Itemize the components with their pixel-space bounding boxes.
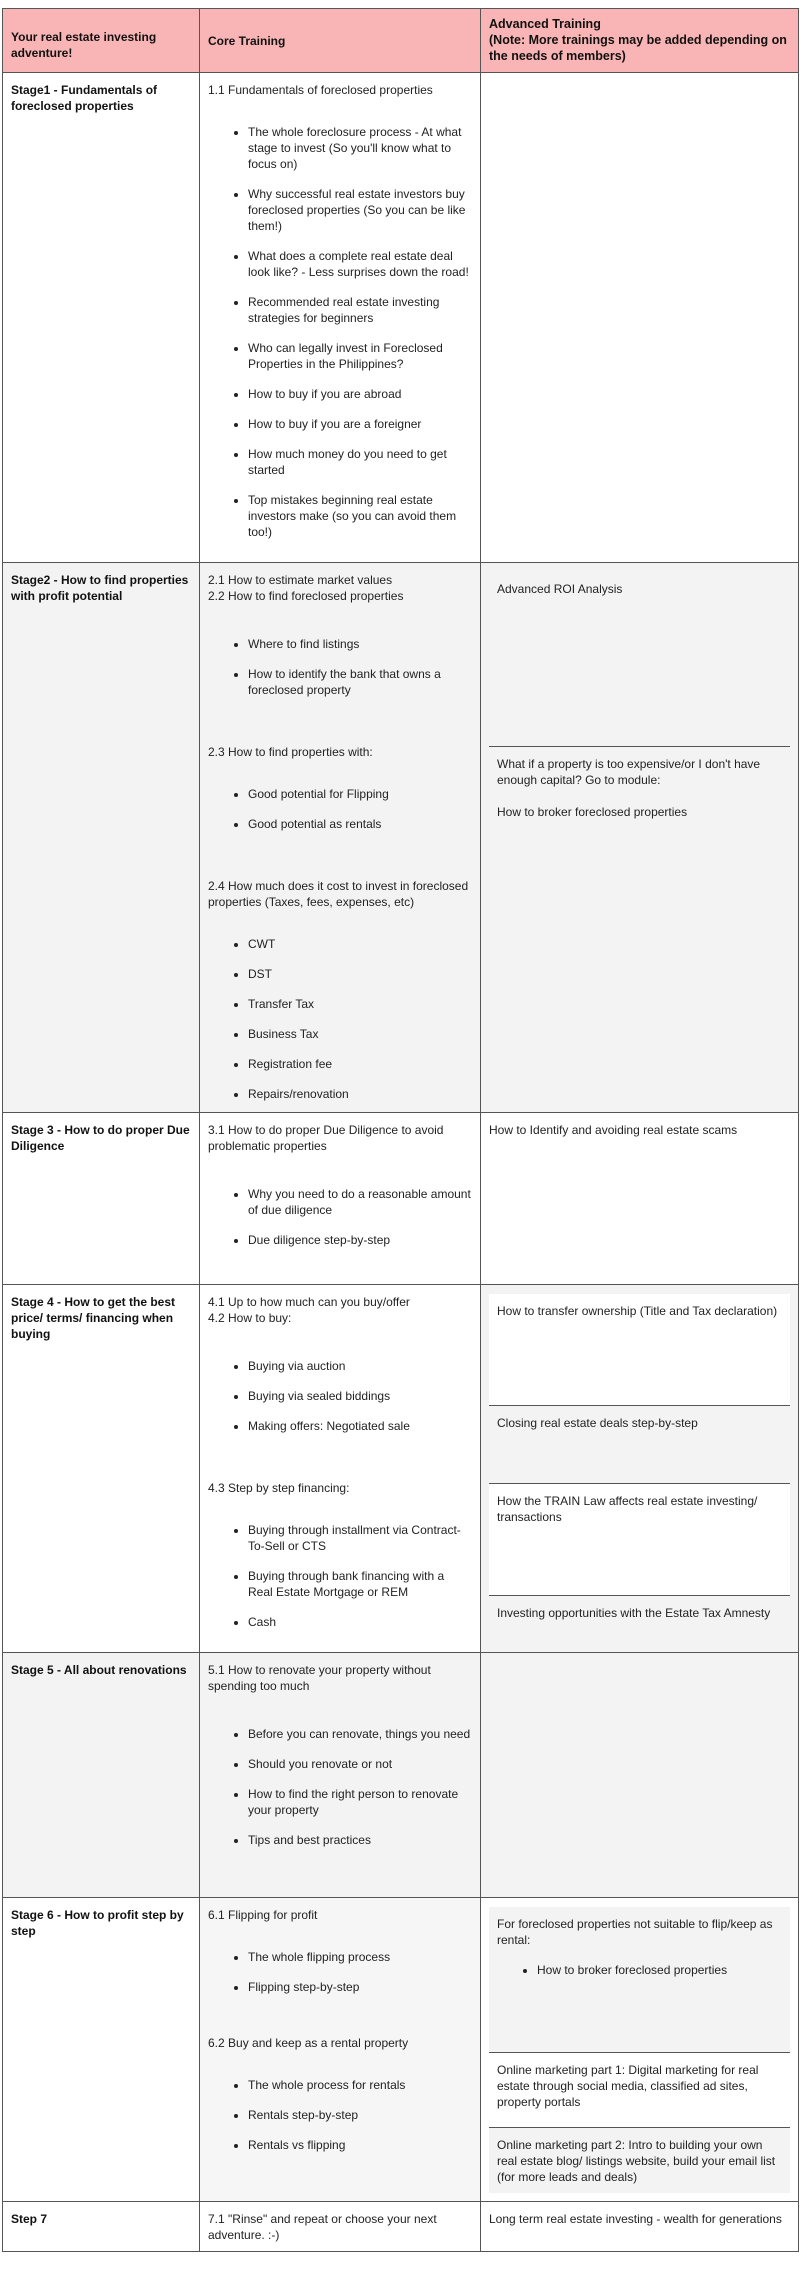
step7-advanced: Long term real estate investing - wealth for generations [481, 2202, 799, 2252]
list-item: • How to buy if you are a foreigner [248, 416, 472, 432]
advanced-item: What if a property is too expensive/or I don't have enough capital? Go to module: [497, 757, 761, 787]
table-row-stage2 [3, 563, 799, 1113]
step7-core: 7.1 "Rinse" and repeat or choose your next adventure. :-) [200, 2202, 481, 2252]
stage6-advanced [481, 1898, 799, 2202]
advanced-item: Investing opportunities with the Estate Tax Amnesty [497, 1606, 771, 1620]
list-item: • Buying via sealed biddings [248, 1388, 472, 1404]
stage1-bullet-list [208, 124, 472, 540]
stage2-core-2-1: 2.1 How to estimate market values [208, 573, 393, 587]
list-item: • The whole foreclosure process - At what stage to invest (So you'll know what to focus on) [248, 124, 472, 172]
header-core-training: Core Training [200, 9, 481, 73]
list-item: • How to identify the bank that owns a foreclosed property [248, 666, 472, 698]
list-item: • The whole process for rentals [248, 2077, 472, 2093]
list-item: • How much money do you need to get started [248, 446, 472, 478]
list-item: • Repairs/renovation [248, 1086, 472, 1102]
stage5-bullet-list [208, 1726, 472, 1848]
stage2-title: Stage2 - How to find properties with profit potential [3, 563, 200, 1113]
stage1-advanced [481, 73, 799, 563]
list-item: • Buying via auction [248, 1358, 472, 1374]
list-item: • Top mistakes beginning real estate investors make (so you can avoid them too!) [248, 492, 472, 540]
stage4-core [200, 1285, 481, 1653]
list-item: • Tips and best practices [248, 1832, 472, 1848]
list-item: • Who can legally invest in Foreclosed Properties in the Philippines? [248, 340, 472, 372]
list-item: • Cash [248, 1614, 472, 1630]
table-row-stage1 [3, 73, 799, 563]
stage6-core-6-1: 6.1 Flipping for profit [208, 1908, 318, 1922]
stage4-title: Stage 4 - How to get the best price/ terms/ financing when buying [3, 1285, 200, 1653]
stage4-advanced-estate-tax [489, 1596, 790, 1629]
header-advanced-training [481, 9, 799, 73]
stage3-advanced: How to Identify and avoiding real estate scams [481, 1113, 799, 1285]
list-item: • Rentals vs flipping [248, 2137, 472, 2153]
advanced-item: For foreclosed properties not suitable to flip/keep as rental: [497, 1917, 773, 1947]
stage5-title: Stage 5 - All about renovations [3, 1653, 200, 1898]
stage4-advanced [481, 1285, 799, 1653]
advanced-item: Online marketing part 2: Intro to building your own real estate blog/ listings website, build your email list (for more leads and deals) [497, 2138, 776, 2184]
advanced-item: Online marketing part 1: Digital marketing for real estate through social media, classified ad sites, property portals [497, 2063, 759, 2109]
stage2-bullets-2-4 [208, 936, 472, 1102]
stage1-core-heading: 1.1 Fundamentals of foreclosed properties [208, 83, 433, 97]
advanced-item: How the TRAIN Law affects real estate investing/ transactions [497, 1494, 758, 1524]
stage4-advanced-closing [489, 1406, 790, 1484]
list-item: • Buying through installment via Contract-To-Sell or CTS [248, 1522, 472, 1554]
stage5-advanced [481, 1653, 799, 1898]
stage6-bullets-6-2 [208, 2077, 472, 2153]
header-row [3, 9, 799, 73]
header-advanced-note: (Note: More trainings may be added depending on the needs of members) [489, 33, 787, 63]
stage5-core [200, 1653, 481, 1898]
list-item: • Why successful real estate investors buy foreclosed properties (So you can be like them!) [248, 186, 472, 234]
table-row-stage3 [3, 1113, 799, 1285]
stage6-title: Stage 6 - How to profit step by step [3, 1898, 200, 2202]
list-item: • Good potential for Flipping [248, 786, 472, 802]
stage4-core-4-2: 4.2 How to buy: [208, 1311, 292, 1325]
stage6-advanced-online-marketing-1 [489, 2053, 790, 2128]
list-item: • Flipping step-by-step [248, 1979, 472, 1995]
advanced-item: How to transfer ownership (Title and Tax declaration) [497, 1304, 778, 1318]
stage1-core [200, 73, 481, 563]
advanced-item: Advanced ROI Analysis [497, 582, 623, 596]
header-advanced-title: Advanced Training [489, 17, 601, 31]
stage4-advanced-transfer [489, 1294, 790, 1406]
stage6-bullets-6-1 [208, 1949, 472, 1995]
list-item: • The whole flipping process [248, 1949, 472, 1965]
list-item: • Registration fee [248, 1056, 472, 1072]
list-item: • Why you need to do a reasonable amount of due diligence [248, 1186, 472, 1218]
list-item: • Should you renovate or not [248, 1756, 472, 1772]
stage4-advanced-train-law [489, 1484, 790, 1596]
list-item: • Rentals step-by-step [248, 2107, 472, 2123]
stage3-bullet-list [208, 1186, 472, 1248]
stage6-advanced-broker [489, 1907, 790, 2053]
stage3-title: Stage 3 - How to do proper Due Diligence [3, 1113, 200, 1285]
list-item: • Buying through bank financing with a Real Estate Mortgage or REM [248, 1568, 472, 1600]
table-row-step7 [3, 2202, 799, 2252]
stage4-bullets-4-2 [208, 1358, 472, 1434]
list-item: • How to find the right person to renovate your property [248, 1786, 472, 1818]
list-item: • CWT [248, 936, 472, 952]
list-item: • Good potential as rentals [248, 816, 472, 832]
stage6-core-6-2: 6.2 Buy and keep as a rental property [208, 2036, 409, 2050]
stage4-core-4-3: 4.3 Step by step financing: [208, 1481, 350, 1495]
table-row-stage4 [3, 1285, 799, 1653]
list-item: • Transfer Tax [248, 996, 472, 1012]
stage2-core [200, 563, 481, 1113]
stage2-bullets-2-2 [208, 636, 472, 698]
list-item: • Due diligence step-by-step [248, 1232, 472, 1248]
stage2-advanced [481, 563, 799, 1113]
list-item: • What does a complete real estate deal look like? - Less surprises down the road! [248, 248, 472, 280]
list-item: • Making offers: Negotiated sale [248, 1418, 472, 1434]
step7-title: Step 7 [3, 2202, 200, 2252]
list-item: • How to buy if you are abroad [248, 386, 472, 402]
list-item: • DST [248, 966, 472, 982]
table-row-stage6 [3, 1898, 799, 2202]
stage5-core-heading: 5.1 How to renovate your property without spending too much [208, 1663, 431, 1693]
stage2-core-2-2: 2.2 How to find foreclosed properties [208, 589, 404, 603]
stage2-core-2-4: 2.4 How much does it cost to invest in foreclosed properties (Taxes, fees, expenses, etc) [208, 879, 469, 909]
stage3-core-heading: 3.1 How to do proper Due Diligence to avoid problematic properties [208, 1123, 444, 1153]
list-item: • Where to find listings [248, 636, 472, 652]
stage3-core [200, 1113, 481, 1285]
stage6-advanced-online-marketing-2 [489, 2128, 790, 2193]
list-item: • Business Tax [248, 1026, 472, 1042]
stage2-advanced-broker [489, 747, 790, 828]
stage2-core-2-3: 2.3 How to find properties with: [208, 745, 373, 759]
header-adventure: Your real estate investing adventure! [3, 9, 200, 73]
stage4-bullets-4-3 [208, 1522, 472, 1630]
list-item: • Before you can renovate, things you need [248, 1726, 472, 1742]
table-row-stage5 [3, 1653, 799, 1898]
stage2-advanced-roi [489, 572, 790, 747]
curriculum-table-wrapper [2, 8, 798, 2252]
stage2-bullets-2-3 [208, 786, 472, 832]
list-item: • Recommended real estate investing strategies for beginners [248, 294, 472, 326]
list-item: • How to broker foreclosed properties [537, 1962, 782, 1978]
stage6-core [200, 1898, 481, 2202]
advanced-module-link: How to broker foreclosed properties [497, 805, 688, 819]
advanced-item: Closing real estate deals step-by-step [497, 1416, 698, 1430]
stage4-core-4-1: 4.1 Up to how much can you buy/offer [208, 1295, 410, 1309]
stage1-title: Stage1 - Fundamentals of foreclosed properties [3, 73, 200, 563]
curriculum-table [2, 8, 799, 2252]
